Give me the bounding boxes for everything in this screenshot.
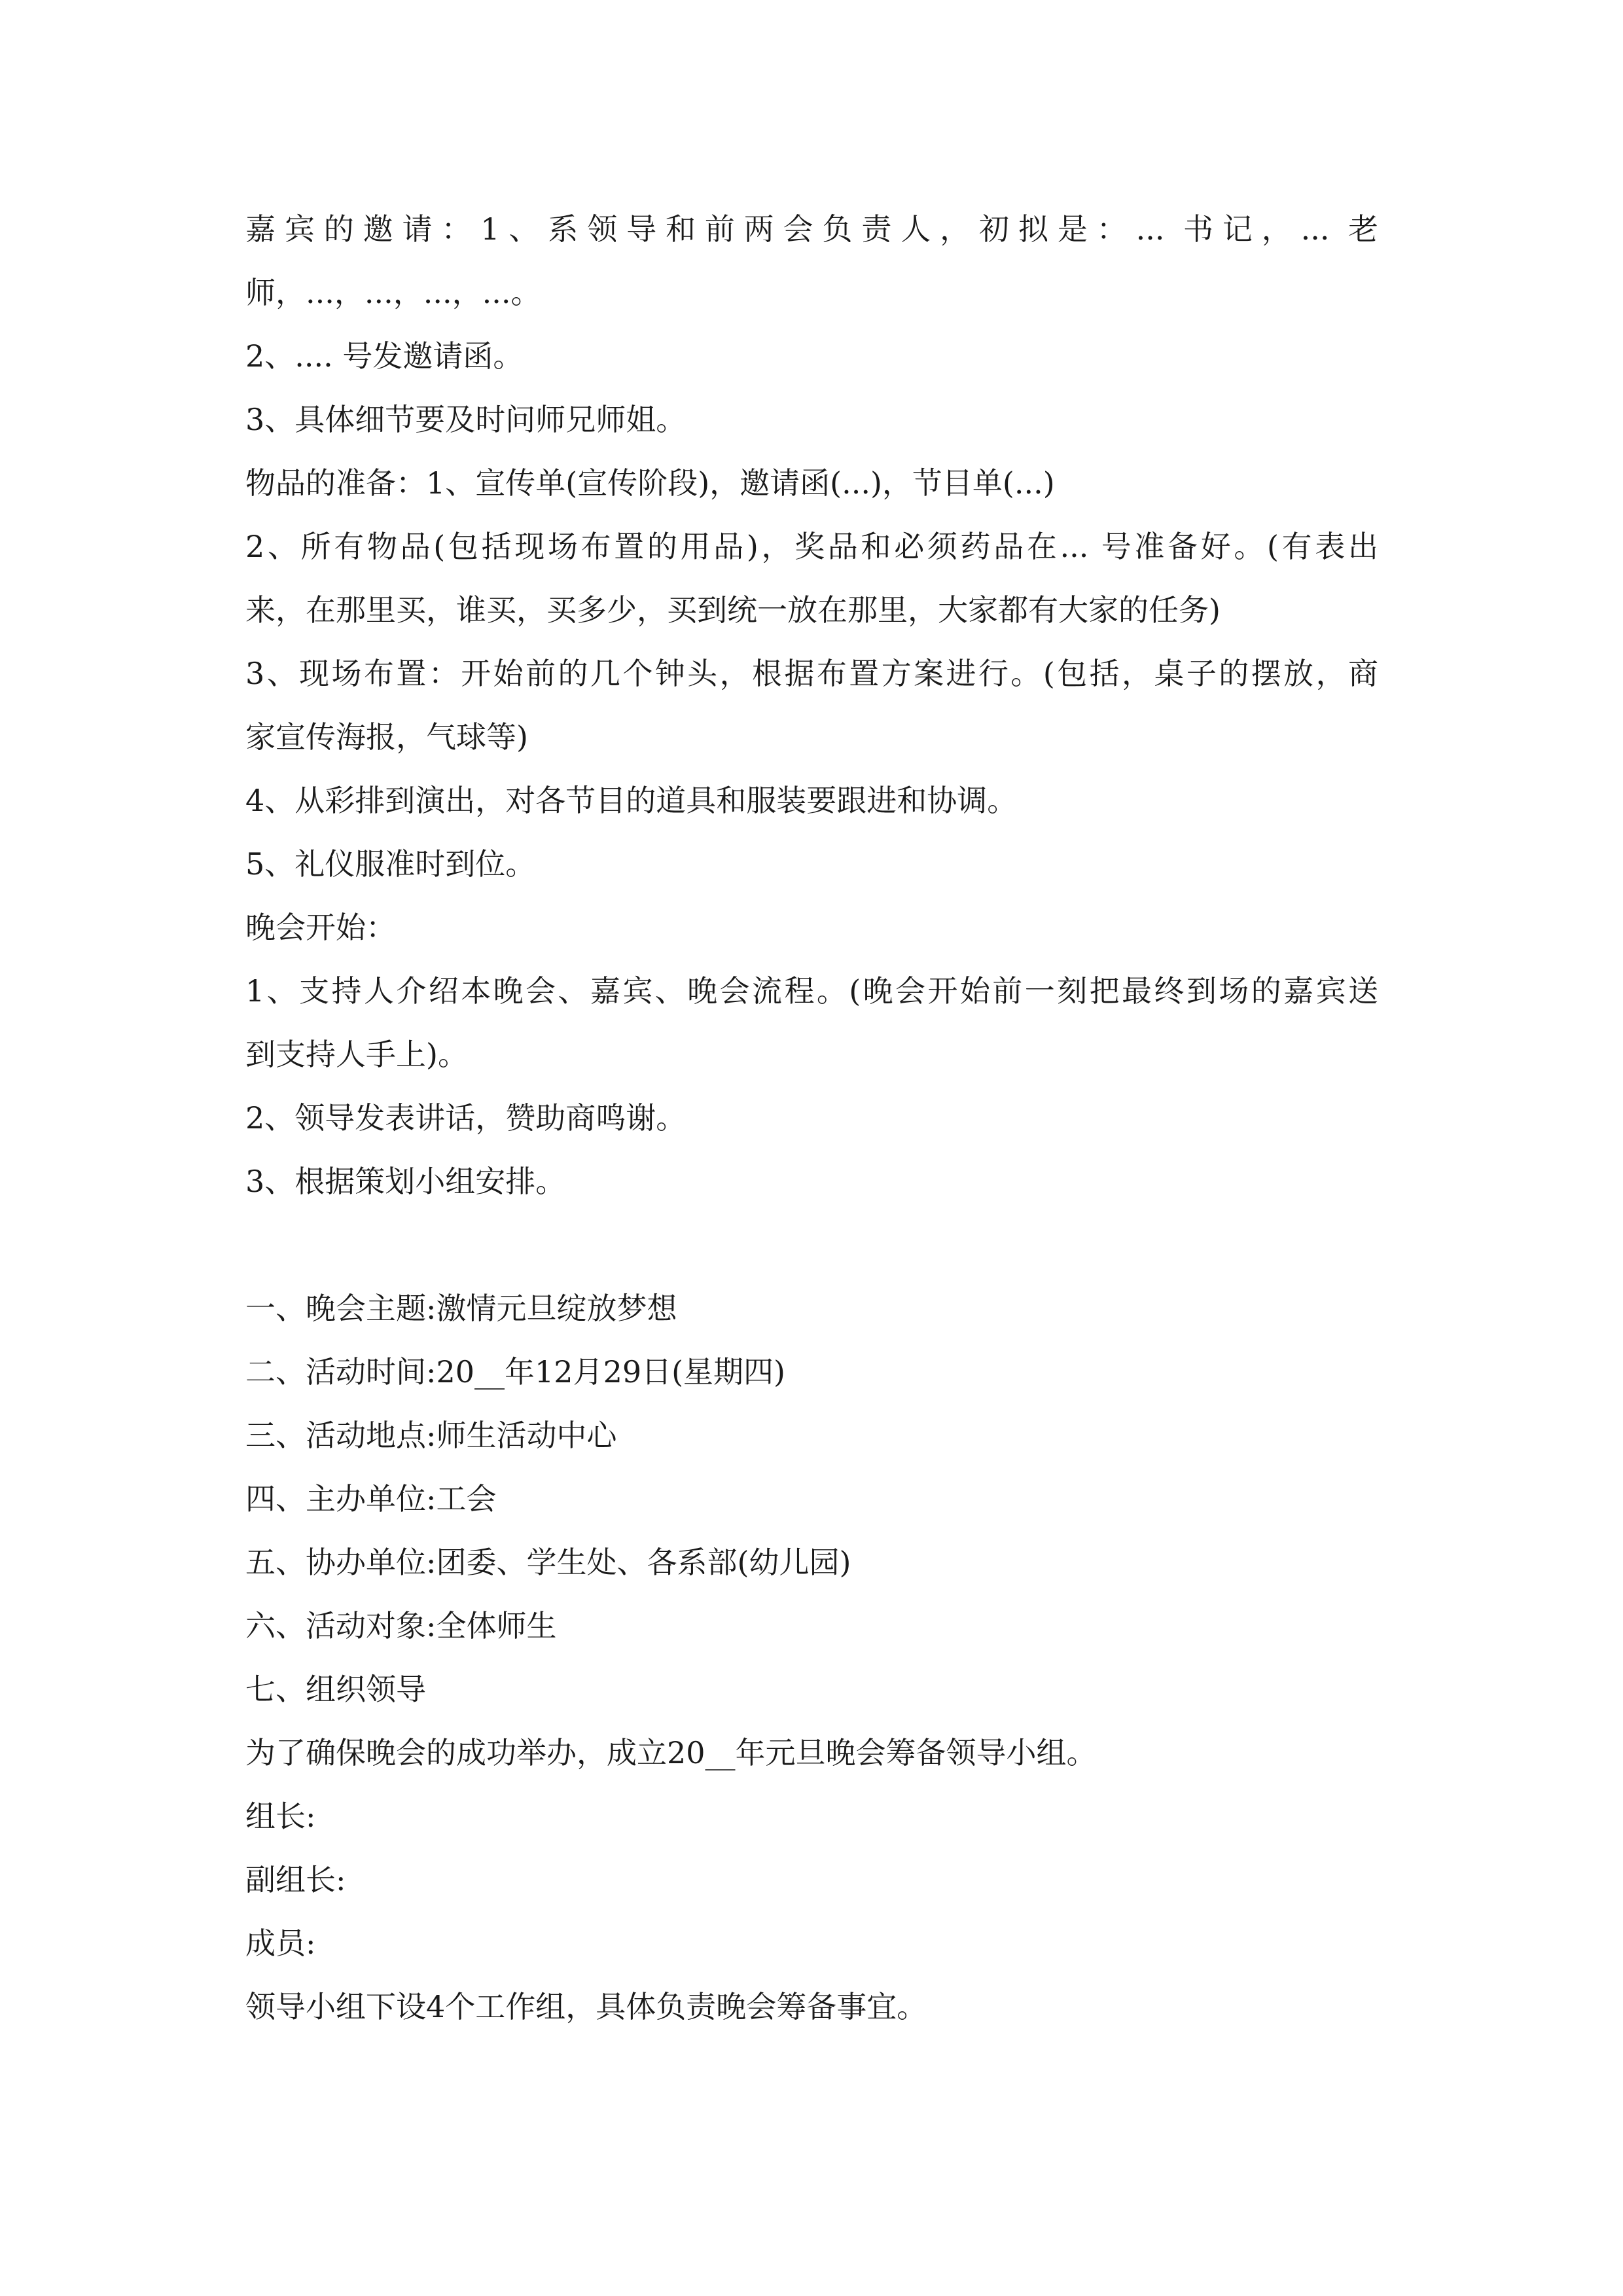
text-line: 1、支持人介绍本晚会、嘉宾、晚会流程。(晚会开始前一刻把最终到场的嘉宾送 — [245, 973, 1378, 1009]
text-line: 3、现场布置：开始前的几个钟头，根据布置方案进行。(包括，桌子的摆放，商 — [245, 656, 1378, 691]
text-line: 副组长: — [245, 1862, 346, 1897]
list-item: 四、主办单位:工会 — [245, 1481, 497, 1516]
text-line: 来，在那里买，谁买，买多少，买到统一放在那里，大家都有大家的任务) — [245, 592, 1221, 628]
section-heading: 晚会开始： — [245, 910, 396, 945]
text-line: 3、具体细节要及时问师兄师姐。 — [245, 402, 687, 437]
text-line: 成员: — [245, 1926, 316, 1961]
text-line: 5、礼仪服准时到位。 — [245, 846, 536, 882]
text-line: 领导小组下设4个工作组，具体负责晚会筹备事宜。 — [245, 1989, 927, 2024]
text-line: 2、领导发表讲话，赞助商鸣谢。 — [245, 1100, 687, 1136]
list-item: 二、活动时间:20__年12月29日(星期四) — [245, 1354, 785, 1390]
list-item: 五、协办单位:团委、学生处、各系部(幼儿园) — [245, 1545, 851, 1580]
text-line: 组长: — [245, 1799, 316, 1834]
text-line: 2、.... 号发邀请函。 — [245, 338, 524, 374]
list-item: 六、活动对象:全体师生 — [245, 1608, 557, 1643]
list-item: 一、晚会主题:激情元旦绽放梦想 — [245, 1291, 677, 1326]
text-line: 师，...，...，...，...。 — [245, 275, 541, 310]
text-line: 物品的准备：1、宣传单(宣传阶段)，邀请函(...)，节目单(...) — [245, 465, 1055, 501]
text-line: 为了确保晚会的成功举办，成立20__年元旦晚会筹备领导小组。 — [245, 1735, 1097, 1770]
text-line: 家宣传海报，气球等) — [245, 719, 528, 755]
text-line: 4、从彩排到演出，对各节目的道具和服装要跟进和协调。 — [245, 783, 1018, 818]
text-line: 到支持人手上)。 — [245, 1037, 468, 1072]
text-line: 3、根据策划小组安排。 — [245, 1164, 566, 1199]
list-item: 三、活动地点:师生活动中心 — [245, 1418, 617, 1453]
list-item: 七、组织领导 — [245, 1672, 426, 1707]
text-line: 嘉宾的邀请：1、系领导和前两会负责人，初拟是：... 书记，... 老 — [245, 211, 1378, 247]
text-line: 2、所有物品(包括现场布置的用品)，奖品和必须药品在... 号准备好。(有表出 — [245, 529, 1378, 564]
